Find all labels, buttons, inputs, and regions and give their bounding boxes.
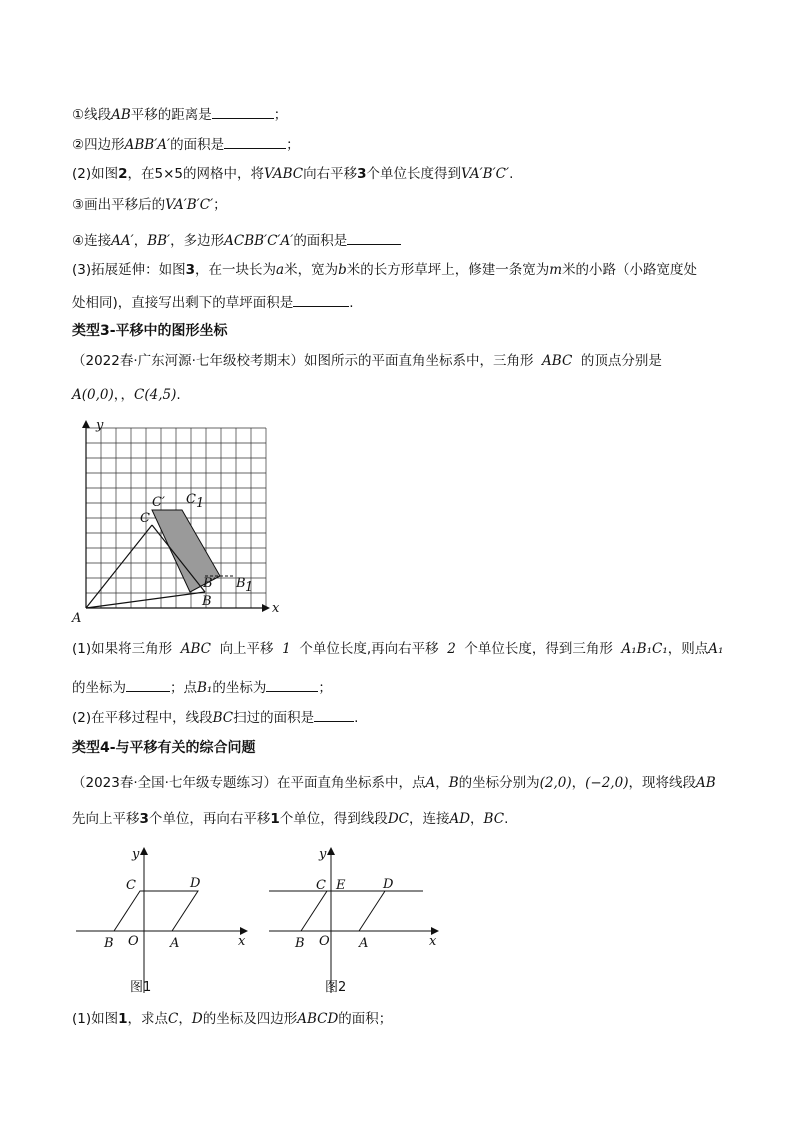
answer-blank[interactable] xyxy=(224,134,286,149)
q4-tri: VA′B′C′ xyxy=(165,197,214,213)
caption-fig1: 图1 xyxy=(130,980,152,995)
figure-grid-translation xyxy=(70,415,290,640)
figure-2-parallelogram xyxy=(265,843,455,993)
p4-end: ； xyxy=(318,680,332,696)
p7-seg: DC xyxy=(387,811,409,827)
p6-s2: ， xyxy=(571,775,586,791)
parallelogram-abcd xyxy=(114,891,198,931)
label-c1: C xyxy=(186,492,196,507)
q3-end: . xyxy=(509,166,514,182)
q5-sep: ， xyxy=(133,233,148,249)
p7-sep: ， xyxy=(470,811,484,827)
q3-grid: 5×5 xyxy=(154,166,184,182)
q7-text: 处相同)，直接写出剩下的草坪面积是 xyxy=(72,295,294,311)
q3-prefix: (2)如图 xyxy=(72,166,119,182)
label-b1-sub: 1 xyxy=(245,580,254,595)
p8-fig: 1 xyxy=(118,1011,128,1027)
question-3 xyxy=(72,165,513,183)
p1-tri: ABC xyxy=(542,353,573,369)
part-4-1 xyxy=(72,1010,392,1028)
q1-seg: AB xyxy=(111,107,131,123)
question-1 xyxy=(72,104,287,124)
p3-n2: 2 xyxy=(447,641,456,657)
q2-text: 的面积是 xyxy=(170,137,225,153)
p7-n1: 3 xyxy=(139,811,149,827)
p6-c: ，现将线段 xyxy=(628,775,696,791)
p7-a: 先向上平移 xyxy=(72,811,140,827)
p6-B: B xyxy=(448,775,459,791)
answer-blank[interactable] xyxy=(293,292,349,307)
label-b: B xyxy=(104,936,114,951)
answer-blank[interactable] xyxy=(266,677,318,692)
answer-blank[interactable] xyxy=(347,230,401,245)
label-x: x xyxy=(429,934,437,949)
y-arrow-icon xyxy=(327,847,335,855)
p3-tri1: A₁B₁C₁ xyxy=(621,641,668,657)
segment-ad xyxy=(359,891,385,931)
p8-c: 的坐标及四边形 xyxy=(202,1011,298,1027)
q1-prefix: ①线段 xyxy=(72,107,112,123)
part-1 xyxy=(72,640,723,658)
q6-vb: b xyxy=(338,262,347,278)
p8-b: ，求点 xyxy=(127,1011,169,1027)
label-d: D xyxy=(383,877,394,892)
q6-d: 米的小路（小路宽度处 xyxy=(562,262,698,278)
answer-blank[interactable] xyxy=(126,677,170,692)
caption-fig2: 图2 xyxy=(325,980,347,995)
label-b1: B xyxy=(236,576,246,591)
q3-a: ，在 xyxy=(127,166,155,182)
label-x: x xyxy=(272,601,280,616)
label-a: A xyxy=(72,611,82,626)
q5-text2: 的面积是 xyxy=(293,233,348,249)
p3-e: ，则点 xyxy=(667,641,709,657)
answer-blank[interactable] xyxy=(314,707,354,722)
label-e: E xyxy=(336,878,346,893)
q6-vm: m xyxy=(549,262,563,278)
label-b: B xyxy=(295,936,305,951)
p2-sep: ，， xyxy=(113,387,135,403)
label-c: C xyxy=(316,878,326,893)
p4-b: ；点 xyxy=(170,680,197,696)
label-y: y xyxy=(96,418,104,433)
q3-c: 向右平移 xyxy=(303,166,358,182)
q3-d: 个单位长度得到 xyxy=(366,166,462,182)
q2-shape: ABB′A′ xyxy=(124,137,171,153)
p6-b: 的坐标分别为 xyxy=(458,775,540,791)
q5-poly: ACBB′C′A′ xyxy=(224,233,294,249)
q1-end: ； xyxy=(273,107,288,123)
p7-s1: AD xyxy=(449,811,471,827)
p5-end: . xyxy=(354,710,359,726)
q7-end: . xyxy=(349,295,354,311)
label-c-prime: C′ xyxy=(152,495,165,510)
p6-s1: ， xyxy=(435,775,449,791)
problem4-translate xyxy=(72,810,508,828)
p3-tri: ABC xyxy=(180,641,211,657)
p6-c2: (−2,0) xyxy=(585,775,629,791)
label-a: A xyxy=(359,936,369,951)
p4-pt: B₁ xyxy=(197,680,213,696)
p8-C: C xyxy=(168,1011,179,1027)
label-o: O xyxy=(128,934,139,949)
p6-src: （2023春·全国·七年级专题练习） xyxy=(72,775,277,791)
p5-seg: BC xyxy=(212,710,234,726)
answer-blank[interactable] xyxy=(212,104,274,119)
p8-s: ， xyxy=(178,1011,192,1027)
p4-a: 的坐标为 xyxy=(72,680,126,696)
y-arrow-icon xyxy=(140,847,148,855)
p2-c: C(4,5) xyxy=(134,387,177,403)
p3-pt: A₁ xyxy=(708,641,724,657)
p8-shape: ABCD xyxy=(297,1011,339,1027)
p5-b: 扫过的面积是 xyxy=(233,710,315,726)
problem-intro xyxy=(72,352,662,370)
q6-a: ，在一块长为 xyxy=(195,262,277,278)
q6-va: a xyxy=(276,262,285,278)
p3-d: 个单位长度，得到三角形 xyxy=(464,641,613,657)
p5-a: (2)在平移过程中，线段 xyxy=(72,710,213,726)
q1-text: 平移的距离是 xyxy=(130,107,212,123)
section-heading-type3: 类型3-平移中的图形坐标 xyxy=(72,323,228,339)
p2-end: . xyxy=(176,387,181,403)
p6-a: 在平面直角坐标系中，点 xyxy=(276,775,426,791)
p3-c: 个单位长度,再向右平移 xyxy=(299,641,439,657)
p7-end: . xyxy=(504,811,509,827)
q2-prefix: ②四边形 xyxy=(72,137,125,153)
p4-c: 的坐标为 xyxy=(212,680,267,696)
label-x: x xyxy=(238,934,246,949)
p6-seg: AB xyxy=(695,775,716,791)
figure-1-parallelogram xyxy=(72,843,262,993)
p7-d: ，连接 xyxy=(408,811,450,827)
q3-tri1: VABC xyxy=(264,166,304,182)
segment-bc xyxy=(301,891,327,931)
label-c: C xyxy=(140,511,150,526)
p1-src: （2022春·广东河源·七年级校考期末） xyxy=(72,353,304,369)
side-ab xyxy=(86,592,205,608)
q5-prefix: ④连接 xyxy=(72,233,112,249)
q5-text: ，多边形 xyxy=(170,233,225,249)
q6-fig: 3 xyxy=(185,262,196,278)
p8-d: 的面积； xyxy=(338,1011,393,1027)
y-arrow-icon xyxy=(82,420,90,428)
p7-n2: 1 xyxy=(270,811,280,827)
p2-a: A(0,0) xyxy=(72,387,114,403)
p3-b: 向上平移 xyxy=(219,641,274,657)
question-6 xyxy=(72,261,697,279)
q6-prefix: (3)拓展延伸：如图 xyxy=(72,262,186,278)
label-b: B xyxy=(202,594,212,609)
label-y: y xyxy=(319,847,327,862)
question-2 xyxy=(72,134,300,154)
p3-a: (1)如果将三角形 xyxy=(72,641,173,657)
label-c: C xyxy=(126,878,136,893)
p7-b: 个单位，再向右平移 xyxy=(148,811,271,827)
p7-c: 个单位，得到线段 xyxy=(279,811,388,827)
q5-s2: BB′ xyxy=(147,233,171,249)
problem4-intro xyxy=(72,774,716,792)
problem-vertices xyxy=(72,386,181,404)
p8-D: D xyxy=(191,1011,203,1027)
p1-text: 如图所示的平面直角坐标系中，三角形 xyxy=(303,353,534,369)
part-1-cont xyxy=(72,677,332,697)
p7-s2: BC xyxy=(483,811,505,827)
question-7 xyxy=(72,292,354,312)
part-2 xyxy=(72,707,358,727)
q3-b: 的网格中，将 xyxy=(183,166,265,182)
label-a: A xyxy=(170,936,180,951)
side-ac xyxy=(86,525,152,608)
q3-tri2: VA′B′C′ xyxy=(461,166,510,182)
label-c1-sub: 1 xyxy=(196,496,205,511)
question-5 xyxy=(72,230,401,250)
q6-c: 米的长方形草坪上，修建一条宽为 xyxy=(346,262,550,278)
p6-c1: (2,0) xyxy=(539,775,572,791)
question-4 xyxy=(72,196,227,214)
label-o: O xyxy=(319,934,330,949)
q4-end: ； xyxy=(213,197,227,213)
p3-n1: 1 xyxy=(282,641,291,657)
p8-a: (1)如图 xyxy=(72,1011,119,1027)
q2-end: ； xyxy=(286,137,300,153)
q6-b: 米，宽为 xyxy=(284,262,339,278)
section-heading-type4: 类型4-与平移有关的综合问题 xyxy=(72,740,256,756)
p1-end: 的顶点分别是 xyxy=(580,353,662,369)
q5-s1: AA′ xyxy=(111,233,134,249)
label-y: y xyxy=(132,847,140,862)
q3-n: 3 xyxy=(357,166,367,182)
label-b-prime: B′ xyxy=(203,576,216,591)
label-d: D xyxy=(190,876,201,891)
q4-prefix: ③画出平移后的 xyxy=(72,197,166,213)
p6-A: A xyxy=(425,775,436,791)
q3-fig: 2 xyxy=(118,166,128,182)
